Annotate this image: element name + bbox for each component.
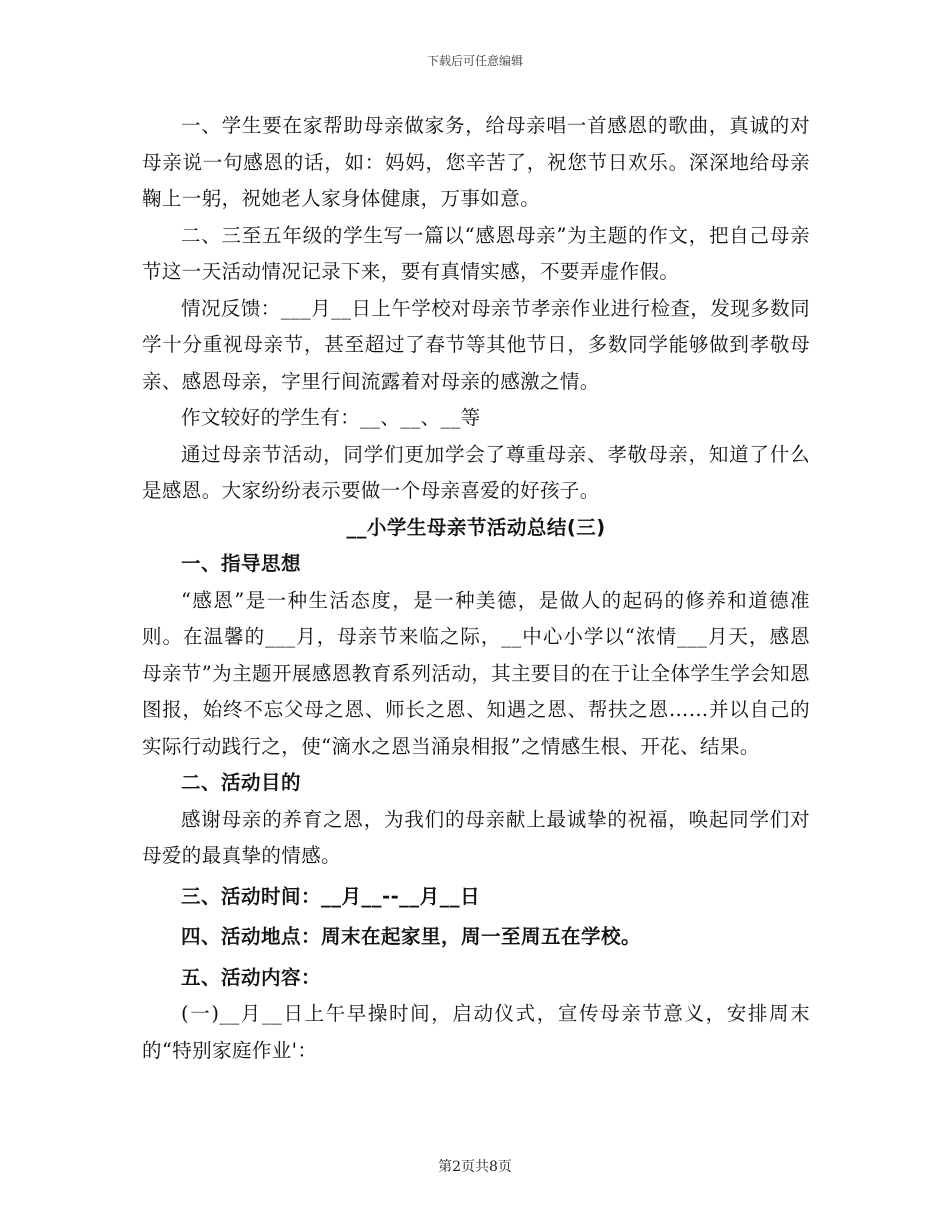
- paragraph-conclusion: 通过母亲节活动，同学们更加学会了尊重母亲、孝敬母亲，知道了什么是感恩。大家纷纷表示要做一个母亲喜爱的好孩子。: [142, 442, 810, 502]
- heading-guiding-thought: 一、指导思想: [181, 552, 302, 575]
- paragraph-guiding-thought: “感恩”是一种生活态度，是一种美德，是做人的起码的修养和道德准则。在温馨的___月，母亲节来临之际，__中心小学以“浓情___月天，感恩母亲节”为主题开展感恩教育系列活动，其主要目的在于让全体学生学会知恩图报，始终不忘父母之恩、师长之恩、知遇之恩、帮扶之恩……并以自己的实际行动践行之，使“滴水之恩当涌泉相报”之情感生根、开花、结果。: [142, 588, 810, 758]
- heading-activity-location: 四、活动地点：周末在起家里，周一至周五在学校。: [181, 925, 642, 948]
- heading-activity-content: 五、活动内容：: [181, 965, 322, 989]
- paragraph-feedback: 情况反馈：___月__日上午学校对母亲节孝亲作业进行检查，发现多数同学十分重视母亲节，甚至超过了春节等其他节日，多数同学能够做到孝敬母亲、感恩母亲，字里行间流露着对母亲的感激之情。: [142, 296, 810, 393]
- heading-activity-time: 三、活动时间：__月__--__月__日: [181, 884, 481, 908]
- page-number: 第2页共8页: [438, 1159, 512, 1175]
- paragraph-item-2: 二、三至五年级的学生写一篇以“感恩母亲”为主题的作文，把自己母亲节这一天活动情况记录下来，要有真情实感，不要弄虚作假。: [142, 223, 810, 283]
- heading-activity-purpose: 二、活动目的: [181, 771, 302, 794]
- section-title: __小学生母亲节活动总结(三): [346, 515, 606, 539]
- document-body: [142, 108, 810, 1069]
- paragraph-item-1: 一、学生要在家帮助母亲做家务，给母亲唱一首感恩的歌曲，真诚的对母亲说一句感恩的话，如：妈妈，您辛苦了，祝您节日欢乐。深深地给母亲鞠上一躬，祝她老人家身体健康，万事如意。: [142, 114, 810, 210]
- paragraph-activity-purpose: 感谢母亲的养育之恩，为我们的母亲献上最诚挚的祝福，唤起同学们对母爱的最真挚的情感。: [142, 807, 810, 867]
- header-note: 下载后可任意编辑: [426, 54, 523, 68]
- paragraph-activity-content-1: (一)__月__日上午早操时间，启动仪式，宣传母亲节意义，安排周末的“特别家庭作业'：: [142, 1002, 810, 1062]
- paragraph-good-essays: 作文较好的学生有：__、__、__等: [181, 406, 481, 429]
